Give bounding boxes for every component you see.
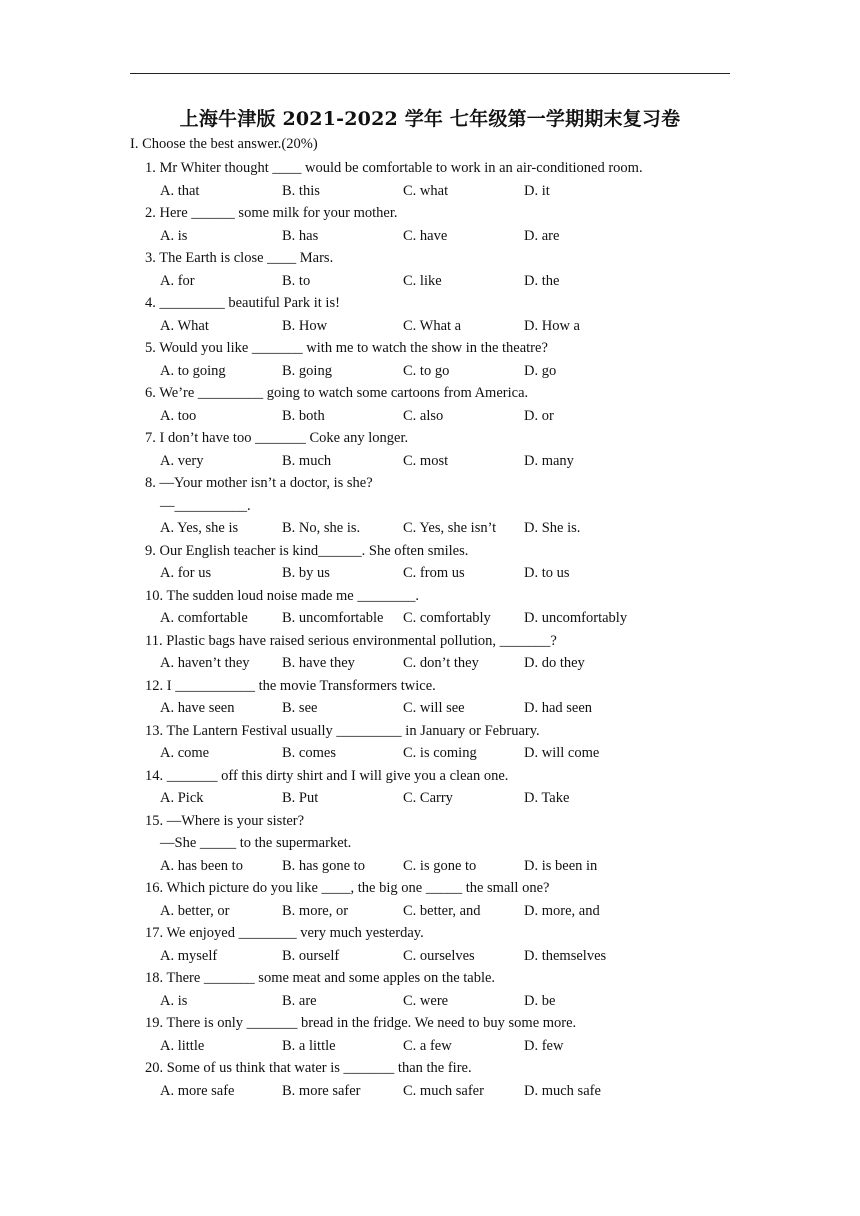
question-stem: 8. —Your mother isn’t a doctor, is she? bbox=[145, 475, 373, 491]
option-d: D. do they bbox=[524, 655, 585, 671]
option-d: D. many bbox=[524, 452, 574, 469]
option-a: A. Yes, she is bbox=[160, 520, 239, 536]
question-stem: 6. We’re _________ going to watch some cartoons from America. bbox=[145, 385, 529, 401]
option-d: D. few bbox=[524, 1037, 564, 1054]
option-a: A. haven’t they bbox=[160, 655, 250, 671]
question-dialogue-line: —__________. bbox=[160, 497, 251, 514]
option-a: A. has been to bbox=[160, 857, 243, 874]
question-stem: 14. _______ off this dirty shirt and I will give you a clean one. bbox=[145, 767, 509, 784]
question-stem: 18. There _______ some meat and some apples on the table. bbox=[145, 970, 496, 986]
question-stem: 13. The Lantern Festival usually _________ in January or February. bbox=[145, 722, 540, 739]
question-stem: 19. There is only _______ bread in the fridge. We need to buy some more. bbox=[145, 1015, 577, 1031]
answer-options bbox=[145, 1080, 745, 1103]
option-b: B. more safer bbox=[282, 1082, 361, 1099]
answer-options bbox=[145, 562, 745, 585]
question-stem: 11. Plastic bags have raised serious environmental pollution, _______? bbox=[145, 632, 557, 649]
option-b: B. are bbox=[282, 992, 317, 1009]
option-a: A. for us bbox=[160, 565, 212, 581]
question-stem: 12. I ___________ the movie Transformers twice. bbox=[145, 677, 436, 694]
option-c: C. what bbox=[403, 182, 449, 199]
answer-options bbox=[145, 1035, 745, 1058]
option-c: C. to go bbox=[403, 362, 450, 379]
question-stem: 1. Mr Whiter thought ____ would be comfortable to work in an air-conditioned room. bbox=[145, 160, 643, 176]
answer-options bbox=[145, 360, 745, 383]
question-stem: 9. Our English teacher is kind______. She often smiles. bbox=[145, 542, 469, 559]
option-d: D. are bbox=[524, 227, 560, 244]
option-a: A. too bbox=[160, 407, 197, 424]
option-d: D. She is. bbox=[524, 520, 581, 536]
section-heading: I. Choose the best answer.(20%) bbox=[130, 136, 318, 152]
option-a: A. What bbox=[160, 317, 209, 334]
option-b: B. this bbox=[282, 182, 320, 199]
option-d: D. it bbox=[524, 182, 550, 199]
option-b: B. uncomfortable bbox=[282, 610, 384, 626]
option-d: D. go bbox=[524, 362, 557, 379]
option-b: B. by us bbox=[282, 565, 330, 581]
option-c: C. from us bbox=[403, 565, 465, 581]
answer-options bbox=[145, 225, 745, 248]
option-b: B. both bbox=[282, 407, 325, 424]
option-d: D. more, and bbox=[524, 902, 600, 919]
option-a: A. better, or bbox=[160, 902, 230, 919]
option-c: C. What a bbox=[403, 317, 462, 334]
question-stem: 10. The sudden loud noise made me ________. bbox=[145, 587, 419, 604]
answer-options bbox=[145, 180, 745, 203]
answer-options bbox=[145, 855, 745, 878]
answer-options bbox=[145, 742, 745, 765]
question-list bbox=[145, 157, 745, 1102]
question-stem: 20. Some of us think that water is _______ than the fire. bbox=[145, 1060, 472, 1076]
option-c: C. were bbox=[403, 992, 449, 1009]
question-stem: 3. The Earth is close ____ Mars. bbox=[145, 250, 334, 266]
option-b: B. comes bbox=[282, 745, 336, 761]
option-a: A. come bbox=[160, 745, 210, 761]
answer-options bbox=[145, 697, 745, 720]
answer-options bbox=[145, 652, 745, 675]
option-c: C. is coming bbox=[403, 745, 477, 761]
option-b: B. ourself bbox=[282, 947, 340, 964]
option-c: C. better, and bbox=[403, 902, 481, 919]
question-stem: 5. Would you like _______ with me to watch the show in the theatre? bbox=[145, 340, 548, 356]
option-a: A. that bbox=[160, 182, 200, 199]
option-d: D. or bbox=[524, 407, 554, 424]
option-a: A. is bbox=[160, 227, 188, 244]
answer-options bbox=[145, 517, 745, 540]
option-b: B. more, or bbox=[282, 902, 349, 919]
option-d: D. be bbox=[524, 992, 556, 1009]
answer-options bbox=[145, 450, 745, 473]
option-d: D. had seen bbox=[524, 700, 593, 716]
option-b: B. to bbox=[282, 272, 311, 289]
header-rule bbox=[130, 73, 730, 74]
option-c: C. Carry bbox=[403, 790, 453, 806]
option-b: B. going bbox=[282, 362, 332, 379]
option-d: D. much safe bbox=[524, 1082, 601, 1099]
answer-options bbox=[145, 787, 745, 810]
answer-options bbox=[145, 990, 745, 1013]
question-stem: 15. —Where is your sister? bbox=[145, 812, 305, 829]
option-c: C. also bbox=[403, 407, 444, 424]
option-d: D. How a bbox=[524, 317, 580, 334]
option-a: A. more safe bbox=[160, 1082, 235, 1099]
option-d: D. uncomfortably bbox=[524, 610, 628, 626]
option-c: C. is gone to bbox=[403, 857, 477, 874]
option-a: A. myself bbox=[160, 947, 218, 964]
question-stem: 7. I don’t have too _______ Coke any longer. bbox=[145, 430, 409, 446]
answer-options bbox=[145, 270, 745, 293]
option-b: B. have they bbox=[282, 655, 355, 671]
option-d: D. is been in bbox=[524, 857, 598, 874]
option-c: C. much safer bbox=[403, 1082, 484, 1099]
option-c: C. a few bbox=[403, 1037, 452, 1054]
option-c: C. will see bbox=[403, 700, 465, 716]
question-stem: 2. Here ______ some milk for your mother. bbox=[145, 205, 398, 221]
option-b: B. has gone to bbox=[282, 857, 365, 874]
option-a: A. comfortable bbox=[160, 610, 248, 626]
option-b: B. a little bbox=[282, 1037, 336, 1054]
option-d: D. Take bbox=[524, 790, 570, 806]
option-c: C. comfortably bbox=[403, 610, 491, 626]
option-b: B. No, she is. bbox=[282, 520, 361, 536]
option-c: C. most bbox=[403, 452, 449, 469]
document-title: 上海牛津版 2021-2022 学年 七年级第一学期期末复习卷 bbox=[179, 108, 681, 130]
option-d: D. to us bbox=[524, 565, 570, 581]
option-c: C. don’t they bbox=[403, 655, 479, 671]
answer-options bbox=[145, 900, 745, 923]
option-a: A. for bbox=[160, 272, 195, 289]
option-b: B. much bbox=[282, 452, 332, 469]
answer-options bbox=[145, 945, 745, 968]
option-a: A. to going bbox=[160, 362, 226, 379]
option-d: D. themselves bbox=[524, 947, 607, 964]
option-c: C. Yes, she isn’t bbox=[403, 520, 497, 536]
option-d: D. the bbox=[524, 272, 560, 289]
option-c: C. like bbox=[403, 272, 442, 289]
option-a: A. little bbox=[160, 1037, 205, 1054]
answer-options bbox=[145, 607, 745, 630]
answer-options bbox=[145, 315, 745, 338]
question-stem: 17. We enjoyed ________ very much yesterday. bbox=[145, 925, 424, 941]
option-d: D. will come bbox=[524, 745, 600, 761]
answer-options bbox=[145, 405, 745, 428]
option-a: A. have seen bbox=[160, 700, 235, 716]
option-a: A. is bbox=[160, 992, 188, 1009]
option-c: C. ourselves bbox=[403, 947, 475, 964]
option-a: A. very bbox=[160, 452, 204, 469]
question-stem: 4. _________ beautiful Park it is! bbox=[145, 295, 340, 311]
option-b: B. How bbox=[282, 317, 328, 334]
option-c: C. have bbox=[403, 227, 448, 244]
option-b: B. see bbox=[282, 700, 318, 716]
question-dialogue-line: —She _____ to the supermarket. bbox=[160, 835, 352, 851]
option-a: A. Pick bbox=[160, 790, 204, 806]
option-b: B. has bbox=[282, 227, 319, 244]
option-b: B. Put bbox=[282, 790, 319, 806]
question-stem: 16. Which picture do you like ____, the big one _____ the small one? bbox=[145, 880, 550, 896]
